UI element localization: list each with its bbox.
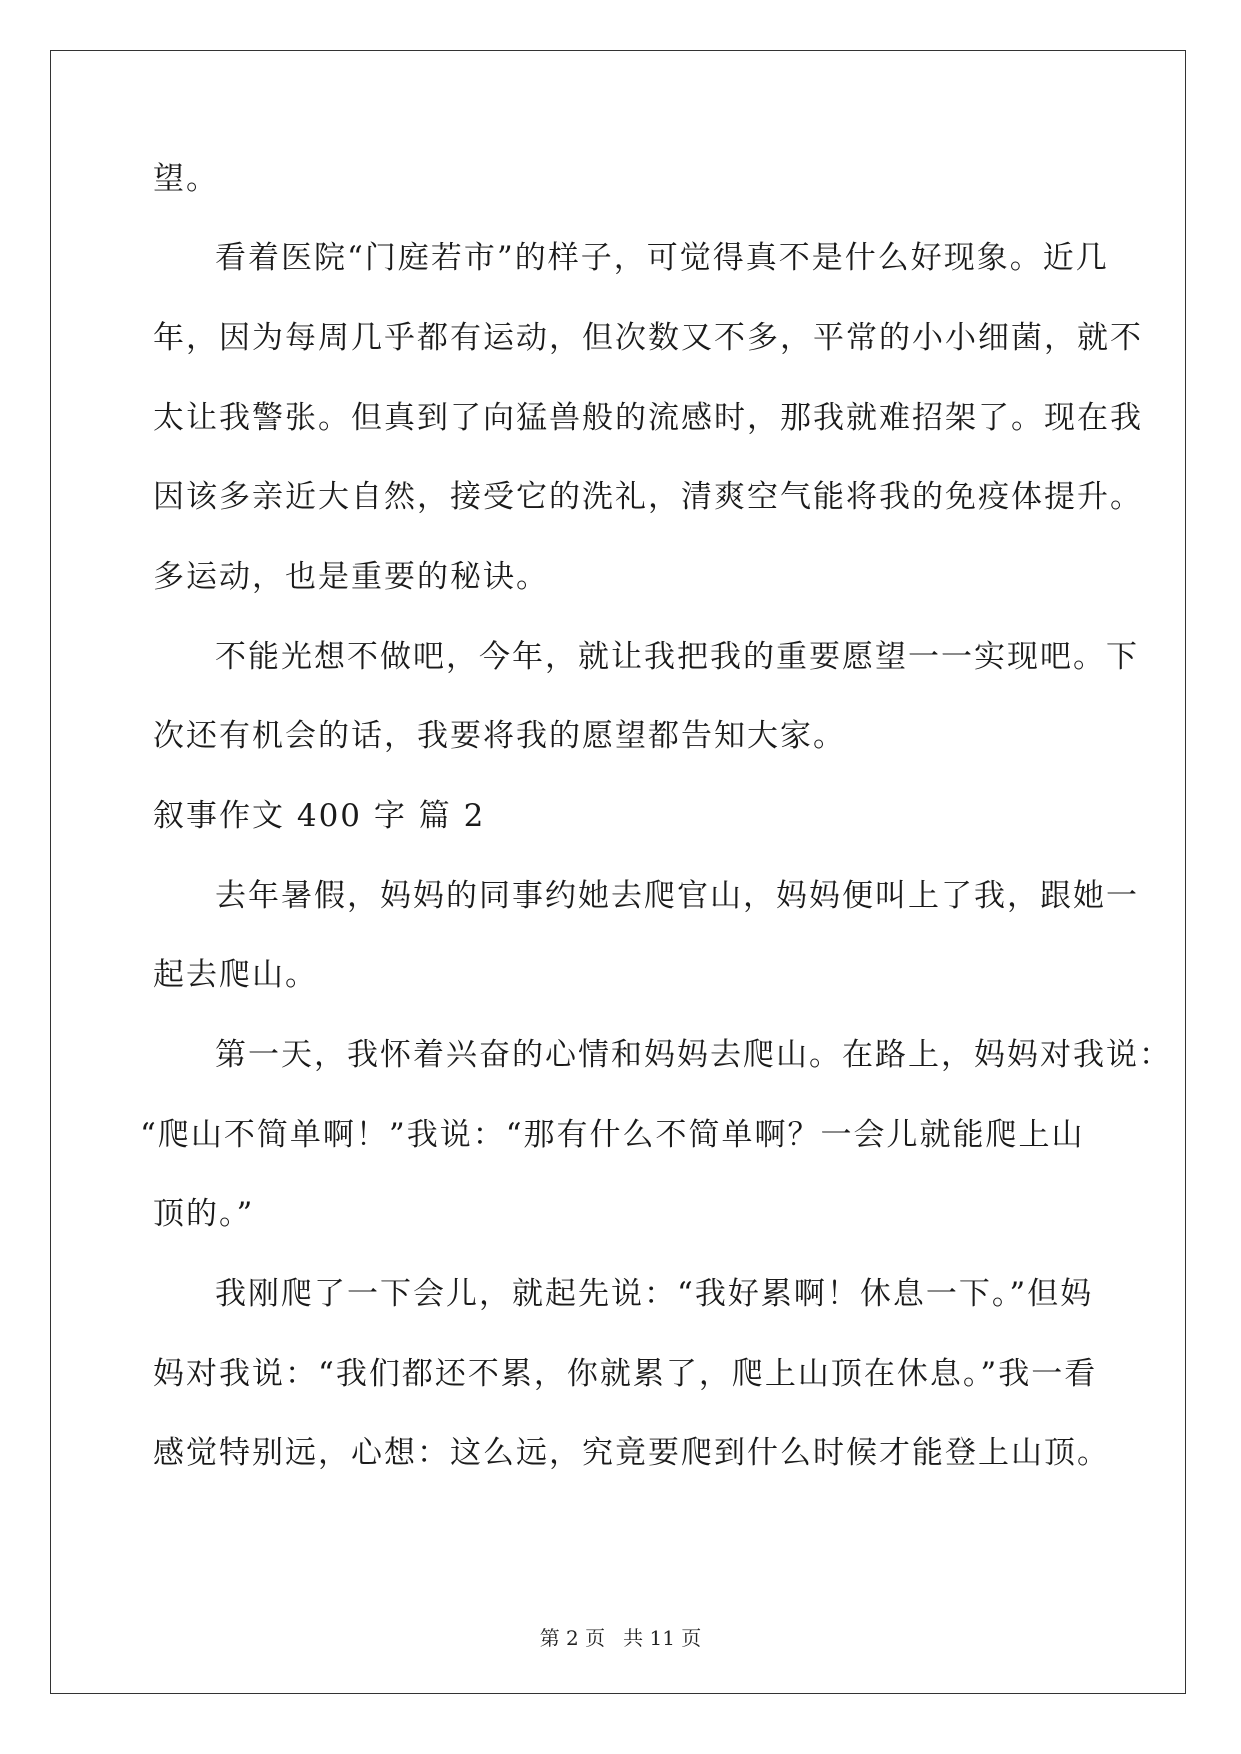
- text-line: 妈对我说：“我们都还不累，你就累了，爬上山顶在休息。”我一看: [153, 1356, 1098, 1392]
- text-line: 次还有机会的话，我要将我的愿望都告知大家。: [153, 718, 846, 754]
- section-heading: 叙事作文 400 字 篇 2: [153, 798, 486, 834]
- text-line: 起去爬山。: [153, 957, 318, 993]
- text-line: 望。: [153, 161, 219, 197]
- text-line: 多运动，也是重要的秘诀。: [153, 559, 549, 595]
- paragraph-start-line: 第一天，我怀着兴奋的心情和妈妈去爬山。在路上，妈妈对我说：: [215, 1037, 1172, 1073]
- text-line: 年，因为每周几乎都有运动，但次数又不多，平常的小小细菌，就不: [153, 320, 1143, 356]
- text-line: 因该多亲近大自然，接受它的洗礼，清爽空气能将我的免疫体提升。: [153, 479, 1143, 515]
- text-line: 感觉特别远，心想：这么远，究竟要爬到什么时候才能登上山顶。: [153, 1435, 1110, 1471]
- total-pages: 共 11 页: [623, 1626, 702, 1650]
- paragraph-start-line: 不能光想不做吧，今年，就让我把我的重要愿望一一实现吧。下: [215, 639, 1139, 675]
- page-footer: [0, 1625, 1241, 1651]
- page-number: 第 2 页: [539, 1626, 606, 1650]
- paragraph-start-line: 我刚爬了一下会儿，就起先说：“我好累啊！休息一下。”但妈: [215, 1276, 1094, 1312]
- text-line: “爬山不简单啊！”我说：“那有什么不简单啊？一会儿就能爬上山: [140, 1117, 1085, 1153]
- text-line: 顶的。”: [153, 1196, 255, 1232]
- paragraph-start-line: 看着医院“门庭若市”的样子，可觉得真不是什么好现象。近几: [215, 240, 1109, 276]
- paragraph-start-line: 去年暑假，妈妈的同事约她去爬官山，妈妈便叫上了我，跟她一: [215, 878, 1139, 914]
- text-line: 太让我警张。但真到了向猛兽般的流感时，那我就难招架了。现在我: [153, 400, 1143, 436]
